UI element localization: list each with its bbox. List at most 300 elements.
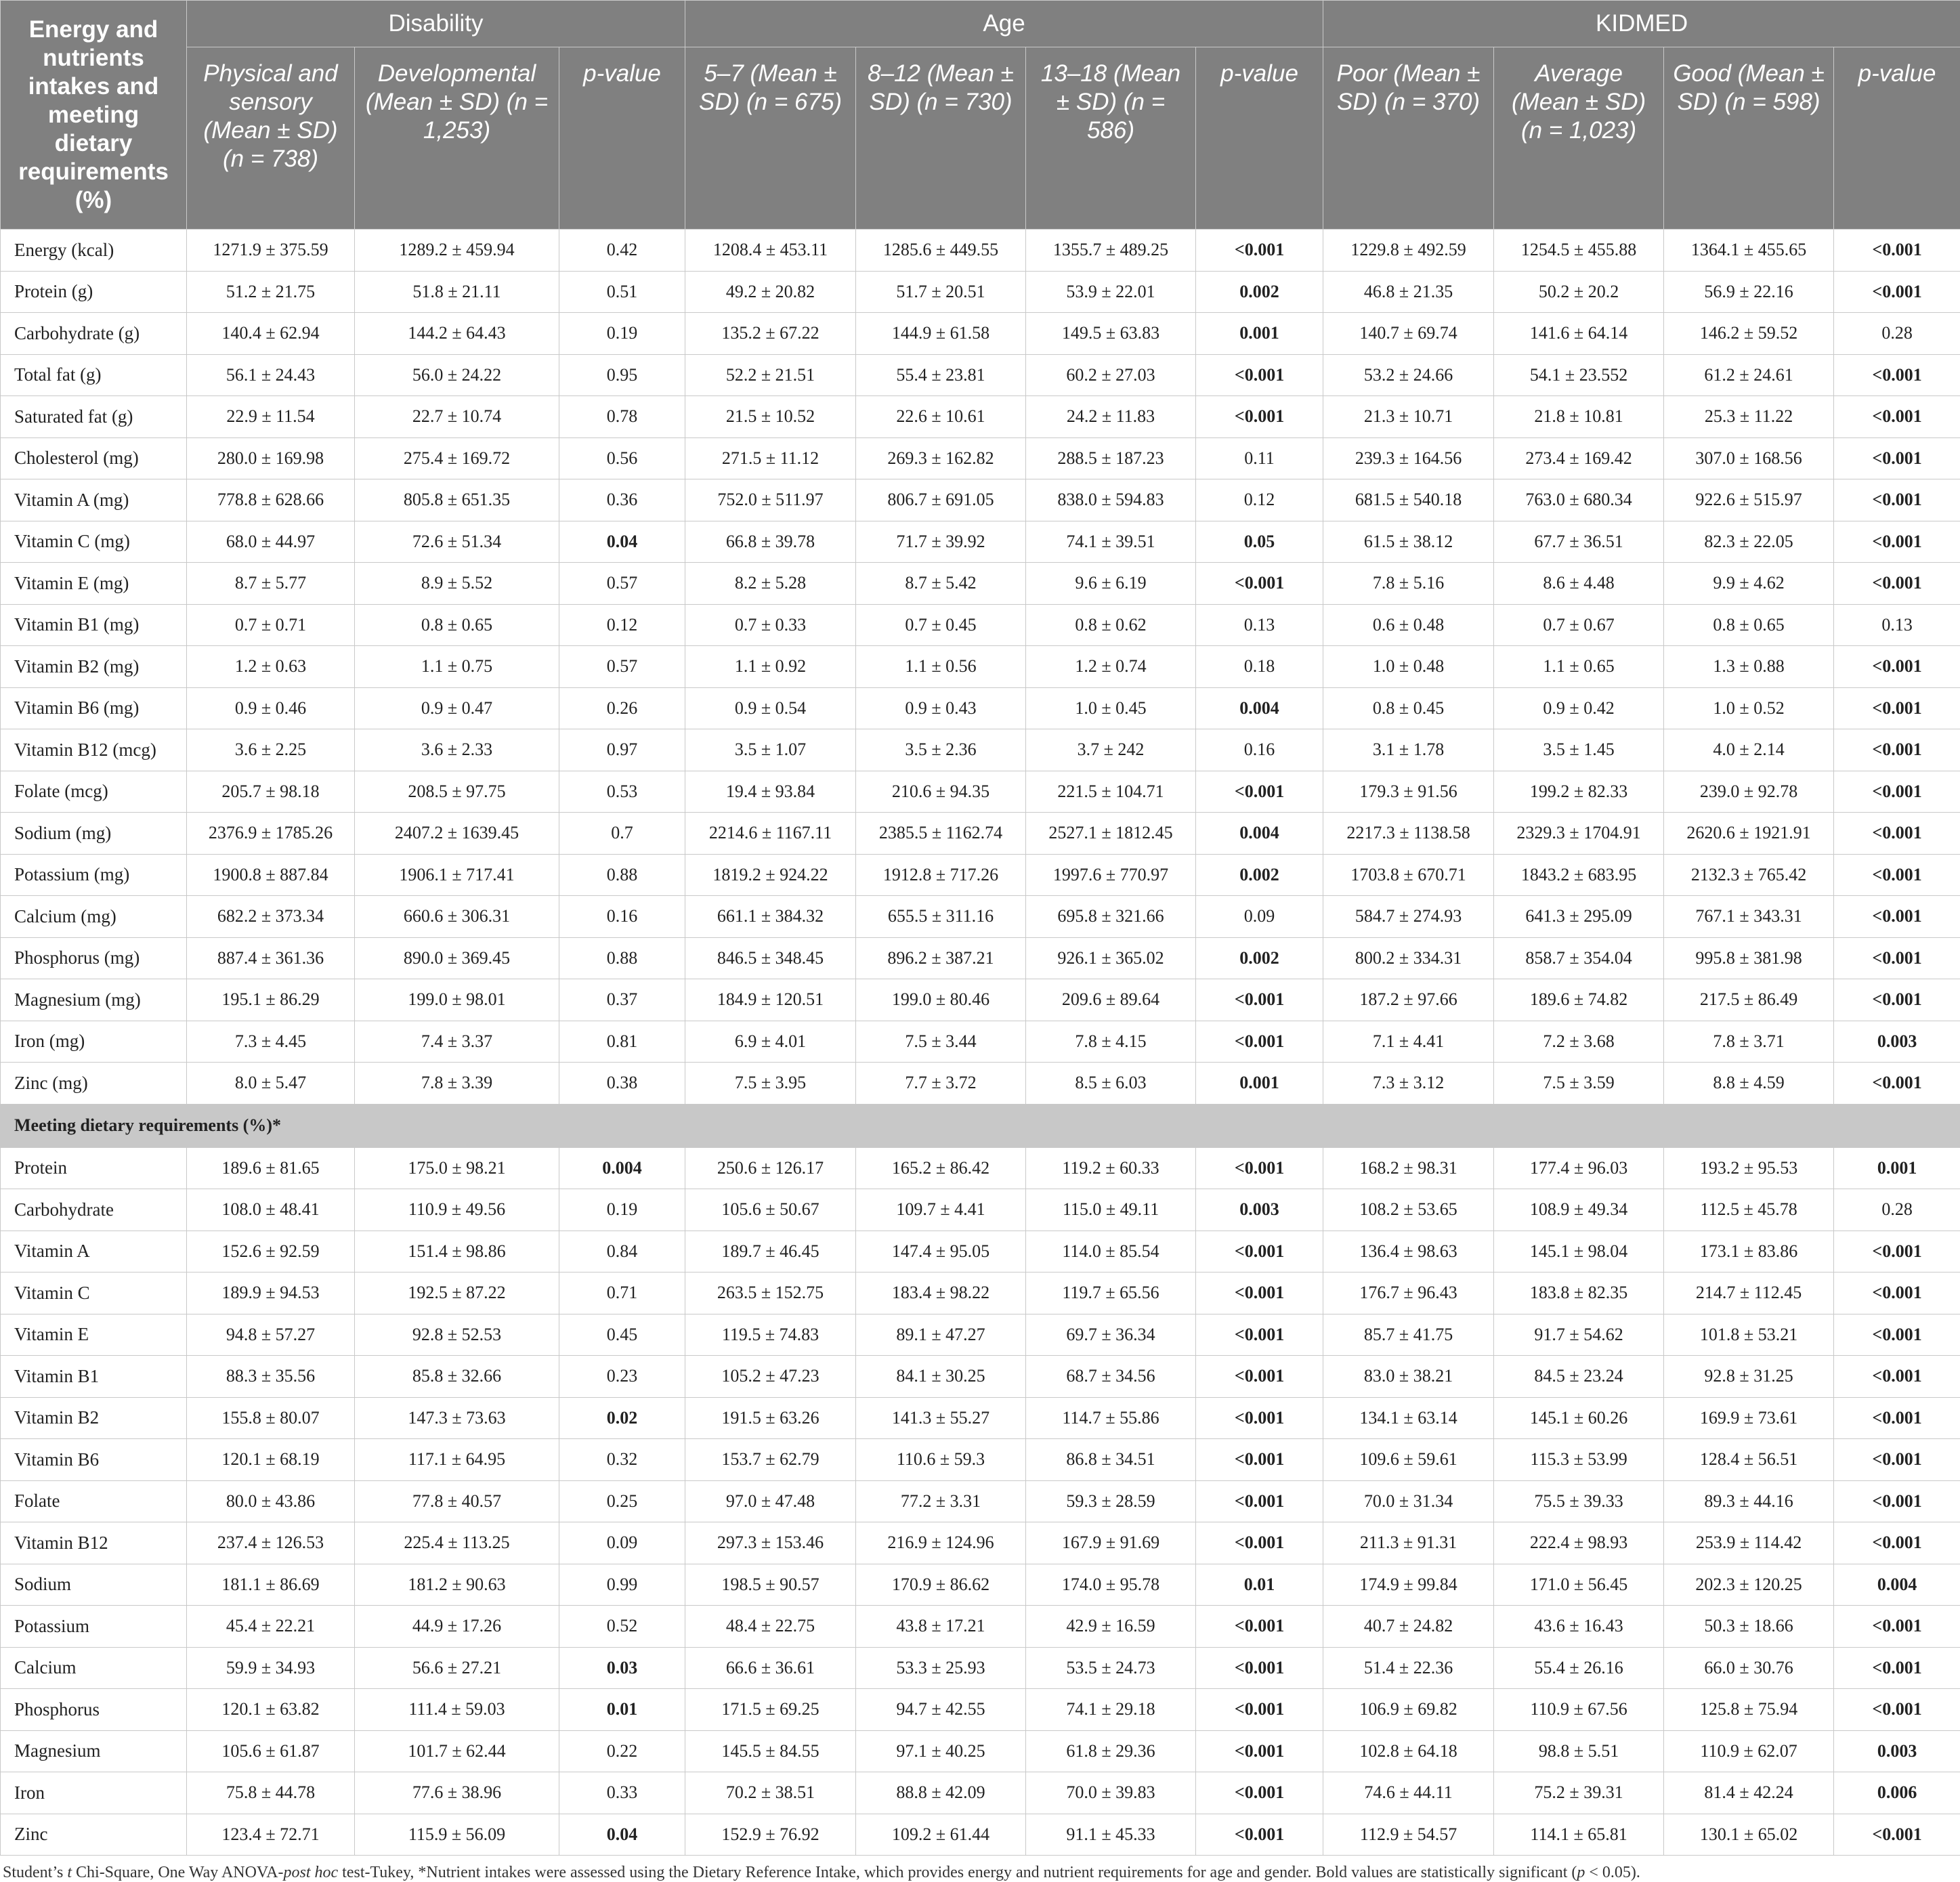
intake-cell: 7.4 ± 3.37 [355, 1021, 559, 1063]
requirement-cell: 88.3 ± 35.56 [187, 1356, 355, 1398]
intake-cell: <0.001 [1834, 521, 1960, 563]
intake-cell: 61.5 ± 38.12 [1323, 521, 1494, 563]
col-header-kidmed-good: Good (Mean ± SD) (n = 598) [1664, 47, 1834, 230]
requirement-cell: <0.001 [1834, 1647, 1960, 1689]
requirement-cell: 81.4 ± 42.24 [1664, 1772, 1834, 1814]
row-label: Vitamin A [1, 1231, 187, 1273]
requirement-cell: 165.2 ± 86.42 [856, 1147, 1026, 1189]
requirement-cell: 102.8 ± 64.18 [1323, 1730, 1494, 1772]
intake-cell: 2132.3 ± 765.42 [1664, 854, 1834, 896]
intake-cell: 280.0 ± 169.98 [187, 437, 355, 479]
intake-cell: 1.1 ± 0.56 [856, 646, 1026, 688]
intake-cell: 195.1 ± 86.29 [187, 979, 355, 1021]
requirement-cell: 174.0 ± 95.78 [1026, 1564, 1196, 1606]
row-label: Vitamin B6 [1, 1439, 187, 1481]
intake-cell: 0.88 [559, 854, 685, 896]
intake-cell: 3.5 ± 1.07 [685, 729, 856, 771]
requirement-cell: 0.45 [559, 1314, 685, 1356]
intake-cell: 0.51 [559, 271, 685, 313]
requirement-cell: 0.03 [559, 1647, 685, 1689]
intake-cell: 0.88 [559, 937, 685, 979]
requirement-cell: 55.4 ± 26.16 [1494, 1647, 1664, 1689]
intake-cell: 19.4 ± 93.84 [685, 771, 856, 813]
intake-cell: 209.6 ± 89.64 [1026, 979, 1196, 1021]
requirement-cell: <0.001 [1196, 1231, 1323, 1273]
requirement-cell: 152.6 ± 92.59 [187, 1231, 355, 1273]
requirement-cell: 130.1 ± 65.02 [1664, 1814, 1834, 1856]
table-row [1, 437, 1960, 479]
col-header-age-pvalue: p-value [1196, 47, 1323, 230]
requirement-cell: 173.1 ± 83.86 [1664, 1231, 1834, 1273]
intake-cell: 55.4 ± 23.81 [856, 354, 1026, 396]
requirement-cell: 0.84 [559, 1231, 685, 1273]
intake-cell: 7.7 ± 3.72 [856, 1063, 1026, 1105]
requirement-cell: 114.7 ± 55.86 [1026, 1397, 1196, 1439]
intake-cell: 8.6 ± 4.48 [1494, 563, 1664, 605]
requirement-cell: 108.2 ± 53.65 [1323, 1189, 1494, 1231]
requirement-cell: 237.4 ± 126.53 [187, 1522, 355, 1564]
intake-cell: 1.0 ± 0.45 [1026, 687, 1196, 729]
row-label: Vitamin C [1, 1273, 187, 1314]
table-row [1, 813, 1960, 855]
intake-cell: <0.001 [1834, 396, 1960, 438]
requirement-cell: 115.3 ± 53.99 [1494, 1439, 1664, 1481]
requirement-cell: 115.9 ± 56.09 [355, 1814, 559, 1856]
group-header-age: Age [685, 1, 1323, 47]
requirement-cell: 189.9 ± 94.53 [187, 1273, 355, 1314]
intake-cell: 2329.3 ± 1704.91 [1494, 813, 1664, 855]
requirement-cell: 48.4 ± 22.75 [685, 1606, 856, 1648]
requirement-cell: 263.5 ± 152.75 [685, 1273, 856, 1314]
requirement-cell: 0.23 [559, 1356, 685, 1398]
requirement-cell: <0.001 [1834, 1480, 1960, 1522]
intake-cell: 22.7 ± 10.74 [355, 396, 559, 438]
intake-cell: 0.12 [559, 604, 685, 646]
requirement-cell: 91.1 ± 45.33 [1026, 1814, 1196, 1856]
requirement-cell: 0.52 [559, 1606, 685, 1648]
intake-cell: 140.4 ± 62.94 [187, 313, 355, 355]
requirement-cell: 0.25 [559, 1480, 685, 1522]
intake-cell: <0.001 [1834, 979, 1960, 1021]
intake-cell: 61.2 ± 24.61 [1664, 354, 1834, 396]
requirement-cell: 83.0 ± 38.21 [1323, 1356, 1494, 1398]
table-row [1, 771, 1960, 813]
intake-cell: 8.7 ± 5.77 [187, 563, 355, 605]
intake-cell: 0.002 [1196, 937, 1323, 979]
requirement-cell: 109.2 ± 61.44 [856, 1814, 1026, 1856]
requirement-cell: <0.001 [1834, 1689, 1960, 1731]
requirement-cell: 167.9 ± 91.69 [1026, 1522, 1196, 1564]
requirement-cell: <0.001 [1196, 1689, 1323, 1731]
intake-cell: 239.3 ± 164.56 [1323, 437, 1494, 479]
intake-cell: 21.3 ± 10.71 [1323, 396, 1494, 438]
requirement-cell: 145.1 ± 60.26 [1494, 1397, 1664, 1439]
requirement-cell: 84.5 ± 23.24 [1494, 1356, 1664, 1398]
intake-cell: <0.001 [1834, 813, 1960, 855]
col-header-developmental: Developmental (Mean ± SD) (n = 1,253) [355, 47, 559, 230]
intake-cell: 7.8 ± 3.39 [355, 1063, 559, 1105]
intake-cell: 681.5 ± 540.18 [1323, 479, 1494, 521]
requirement-cell: 250.6 ± 126.17 [685, 1147, 856, 1189]
requirement-cell: 128.4 ± 56.51 [1664, 1439, 1834, 1481]
table-row [1, 937, 1960, 979]
requirement-cell: 0.28 [1834, 1189, 1960, 1231]
table-row [1, 1189, 1960, 1231]
requirement-cell: 0.004 [1834, 1564, 1960, 1606]
intake-cell: 1843.2 ± 683.95 [1494, 854, 1664, 896]
requirement-cell: 75.5 ± 39.33 [1494, 1480, 1664, 1522]
intake-cell: 307.0 ± 168.56 [1664, 437, 1834, 479]
intake-cell: 0.001 [1196, 313, 1323, 355]
requirement-cell: 68.7 ± 34.56 [1026, 1356, 1196, 1398]
intake-cell: 3.6 ± 2.25 [187, 729, 355, 771]
intake-cell: 0.12 [1196, 479, 1323, 521]
requirement-cell: 0.02 [559, 1397, 685, 1439]
intake-cell: 0.16 [559, 896, 685, 938]
intake-cell: <0.001 [1834, 729, 1960, 771]
requirement-cell: 115.0 ± 49.11 [1026, 1189, 1196, 1231]
row-label: Magnesium (mg) [1, 979, 187, 1021]
intake-cell: 655.5 ± 311.16 [856, 896, 1026, 938]
intake-cell: 8.2 ± 5.28 [685, 563, 856, 605]
intake-cell: 0.8 ± 0.65 [355, 604, 559, 646]
intake-cell: 288.5 ± 187.23 [1026, 437, 1196, 479]
intake-cell: 1.1 ± 0.92 [685, 646, 856, 688]
requirement-cell: 53.5 ± 24.73 [1026, 1647, 1196, 1689]
requirement-cell: 43.6 ± 16.43 [1494, 1606, 1664, 1648]
requirement-cell: <0.001 [1834, 1606, 1960, 1648]
row-label: Iron (mg) [1, 1021, 187, 1063]
intake-cell: 7.3 ± 3.12 [1323, 1063, 1494, 1105]
intake-cell: 3.7 ± 242 [1026, 729, 1196, 771]
requirement-cell: 168.2 ± 98.31 [1323, 1147, 1494, 1189]
intake-cell: 0.19 [559, 313, 685, 355]
requirement-cell: 42.9 ± 16.59 [1026, 1606, 1196, 1648]
intake-cell: 208.5 ± 97.75 [355, 771, 559, 813]
intake-cell: <0.001 [1196, 1021, 1323, 1063]
requirement-cell: 0.04 [559, 1814, 685, 1856]
intake-cell: <0.001 [1196, 563, 1323, 605]
intake-cell: 0.11 [1196, 437, 1323, 479]
intake-cell: 0.95 [559, 354, 685, 396]
intake-cell: 2214.6 ± 1167.11 [685, 813, 856, 855]
requirement-cell: 145.1 ± 98.04 [1494, 1231, 1664, 1273]
requirement-cell: 297.3 ± 153.46 [685, 1522, 856, 1564]
table-row [1, 1147, 1960, 1189]
col-header-kidmed-pvalue: p-value [1834, 47, 1960, 230]
table-row [1, 729, 1960, 771]
requirement-cell: 171.5 ± 69.25 [685, 1689, 856, 1731]
intake-cell: 199.0 ± 98.01 [355, 979, 559, 1021]
intake-cell: 846.5 ± 348.45 [685, 937, 856, 979]
requirement-cell: 0.003 [1834, 1730, 1960, 1772]
intake-cell: 660.6 ± 306.31 [355, 896, 559, 938]
requirement-cell: 84.1 ± 30.25 [856, 1356, 1026, 1398]
intake-cell: 217.5 ± 86.49 [1664, 979, 1834, 1021]
requirement-cell: 216.9 ± 124.96 [856, 1522, 1026, 1564]
requirement-cell: <0.001 [1196, 1730, 1323, 1772]
row-label: Vitamin B1 (mg) [1, 604, 187, 646]
intake-cell: 1703.8 ± 670.71 [1323, 854, 1494, 896]
requirement-cell: 134.1 ± 63.14 [1323, 1397, 1494, 1439]
table-row [1, 646, 1960, 688]
intake-cell: 66.8 ± 39.78 [685, 521, 856, 563]
intake-cell: 890.0 ± 369.45 [355, 937, 559, 979]
requirement-cell: 92.8 ± 31.25 [1664, 1356, 1834, 1398]
requirement-cell: <0.001 [1196, 1480, 1323, 1522]
requirement-cell: 77.8 ± 40.57 [355, 1480, 559, 1522]
intake-cell: 0.9 ± 0.43 [856, 687, 1026, 729]
requirement-cell: 119.7 ± 65.56 [1026, 1273, 1196, 1314]
table-row [1, 563, 1960, 605]
table-row [1, 1480, 1960, 1522]
requirement-cell: 105.2 ± 47.23 [685, 1356, 856, 1398]
requirement-cell: 66.0 ± 30.76 [1664, 1647, 1834, 1689]
intake-cell: 51.7 ± 20.51 [856, 271, 1026, 313]
intake-cell: 53.9 ± 22.01 [1026, 271, 1196, 313]
requirement-cell: 0.01 [559, 1689, 685, 1731]
intake-cell: 8.0 ± 5.47 [187, 1063, 355, 1105]
intake-cell: 199.2 ± 82.33 [1494, 771, 1664, 813]
intake-cell: 53.2 ± 24.66 [1323, 354, 1494, 396]
row-label: Sodium [1, 1564, 187, 1606]
intake-cell: 67.7 ± 36.51 [1494, 521, 1664, 563]
requirement-cell: 45.4 ± 22.21 [187, 1606, 355, 1648]
intake-cell: 0.97 [559, 729, 685, 771]
requirement-cell: 0.71 [559, 1273, 685, 1314]
table-row [1, 271, 1960, 313]
table-row [1, 1522, 1960, 1564]
intake-cell: 3.1 ± 1.78 [1323, 729, 1494, 771]
intake-cell: 205.7 ± 98.18 [187, 771, 355, 813]
requirement-cell: <0.001 [1196, 1606, 1323, 1648]
intake-cell: 22.9 ± 11.54 [187, 396, 355, 438]
requirement-cell: 70.0 ± 31.34 [1323, 1480, 1494, 1522]
intake-cell: 0.8 ± 0.65 [1664, 604, 1834, 646]
requirement-cell: 101.7 ± 62.44 [355, 1730, 559, 1772]
intake-cell: 1364.1 ± 455.65 [1664, 230, 1834, 272]
intake-cell: 896.2 ± 387.21 [856, 937, 1026, 979]
table-row [1, 1772, 1960, 1814]
intake-cell: 7.3 ± 4.45 [187, 1021, 355, 1063]
intake-cell: 184.9 ± 120.51 [685, 979, 856, 1021]
intake-cell: 1254.5 ± 455.88 [1494, 230, 1664, 272]
requirement-cell: 88.8 ± 42.09 [856, 1772, 1026, 1814]
intake-cell: 21.5 ± 10.52 [685, 396, 856, 438]
table-row [1, 896, 1960, 938]
requirement-cell: 0.33 [559, 1772, 685, 1814]
requirement-cell: 97.1 ± 40.25 [856, 1730, 1026, 1772]
group-header-disability: Disability [187, 1, 685, 47]
table-row [1, 1814, 1960, 1856]
requirement-cell: 147.4 ± 95.05 [856, 1231, 1026, 1273]
requirement-cell: 222.4 ± 98.93 [1494, 1522, 1664, 1564]
table-row [1, 1273, 1960, 1314]
requirement-cell: 0.99 [559, 1564, 685, 1606]
row-label: Folate [1, 1480, 187, 1522]
intake-cell: 7.5 ± 3.95 [685, 1063, 856, 1105]
intake-cell: <0.001 [1834, 230, 1960, 272]
intake-cell: 1.1 ± 0.75 [355, 646, 559, 688]
requirement-cell: 92.8 ± 52.53 [355, 1314, 559, 1356]
intake-cell: 6.9 ± 4.01 [685, 1021, 856, 1063]
requirement-cell: 85.7 ± 41.75 [1323, 1314, 1494, 1356]
requirement-cell: 74.1 ± 29.18 [1026, 1689, 1196, 1731]
table-row [1, 479, 1960, 521]
intake-cell: 0.7 ± 0.33 [685, 604, 856, 646]
row-label: Potassium (mg) [1, 854, 187, 896]
intake-cell: 8.8 ± 4.59 [1664, 1063, 1834, 1105]
intake-cell: 0.9 ± 0.54 [685, 687, 856, 729]
requirement-cell: 43.8 ± 17.21 [856, 1606, 1026, 1648]
intake-cell: 0.002 [1196, 271, 1323, 313]
requirement-cell: 136.4 ± 98.63 [1323, 1231, 1494, 1273]
table-row [1, 396, 1960, 438]
table-row [1, 230, 1960, 272]
requirement-cell: 74.6 ± 44.11 [1323, 1772, 1494, 1814]
requirement-cell: 141.3 ± 55.27 [856, 1397, 1026, 1439]
requirement-cell: 77.2 ± 3.31 [856, 1480, 1026, 1522]
requirement-cell: 189.6 ± 81.65 [187, 1147, 355, 1189]
requirement-cell: <0.001 [1834, 1356, 1960, 1398]
intake-cell: 0.38 [559, 1063, 685, 1105]
requirement-cell: 171.0 ± 56.45 [1494, 1564, 1664, 1606]
intake-cell: 0.05 [1196, 521, 1323, 563]
intake-cell: 275.4 ± 169.72 [355, 437, 559, 479]
row-label: Vitamin B1 [1, 1356, 187, 1398]
requirement-cell: 145.5 ± 84.55 [685, 1730, 856, 1772]
requirement-cell: 152.9 ± 76.92 [685, 1814, 856, 1856]
section-row [1, 1104, 1960, 1147]
requirement-cell: <0.001 [1834, 1397, 1960, 1439]
requirement-cell: 193.2 ± 95.53 [1664, 1147, 1834, 1189]
row-label: Vitamin B12 [1, 1522, 187, 1564]
intake-cell: 187.2 ± 97.66 [1323, 979, 1494, 1021]
intake-cell: 800.2 ± 334.31 [1323, 937, 1494, 979]
requirement-cell: 175.0 ± 98.21 [355, 1147, 559, 1189]
requirement-cell: 85.8 ± 32.66 [355, 1356, 559, 1398]
intake-cell: 146.2 ± 59.52 [1664, 313, 1834, 355]
row-label: Phosphorus [1, 1689, 187, 1731]
intake-cell: 7.8 ± 5.16 [1323, 563, 1494, 605]
intake-cell: <0.001 [1834, 937, 1960, 979]
requirement-cell: 176.7 ± 96.43 [1323, 1273, 1494, 1314]
intake-cell: <0.001 [1834, 771, 1960, 813]
intake-cell: 1271.9 ± 375.59 [187, 230, 355, 272]
intake-cell: 179.3 ± 91.56 [1323, 771, 1494, 813]
intake-cell: 0.7 [559, 813, 685, 855]
intake-cell: 56.0 ± 24.22 [355, 354, 559, 396]
intake-cell: 584.7 ± 274.93 [1323, 896, 1494, 938]
col-header-kidmed-poor: Poor (Mean ± SD) (n = 370) [1323, 47, 1494, 230]
intake-cell: 25.3 ± 11.22 [1664, 396, 1834, 438]
requirement-cell: 59.9 ± 34.93 [187, 1647, 355, 1689]
requirement-cell: 0.09 [559, 1522, 685, 1564]
row-label: Total fat (g) [1, 354, 187, 396]
intake-cell: 141.6 ± 64.14 [1494, 313, 1664, 355]
row-label: Calcium [1, 1647, 187, 1689]
intake-cell: 1229.8 ± 492.59 [1323, 230, 1494, 272]
requirement-cell: <0.001 [1196, 1273, 1323, 1314]
col-header-kidmed-average: Average (Mean ± SD) (n = 1,023) [1494, 47, 1664, 230]
intake-cell: 661.1 ± 384.32 [685, 896, 856, 938]
table-row [1, 1397, 1960, 1439]
intake-cell: 1285.6 ± 449.55 [856, 230, 1026, 272]
intake-cell: 7.8 ± 4.15 [1026, 1021, 1196, 1063]
requirement-cell: <0.001 [1196, 1814, 1323, 1856]
row-label: Vitamin A (mg) [1, 479, 187, 521]
intake-cell: 82.3 ± 22.05 [1664, 521, 1834, 563]
requirement-cell: 211.3 ± 91.31 [1323, 1522, 1494, 1564]
intake-cell: 0.53 [559, 771, 685, 813]
requirement-cell: 66.6 ± 36.61 [685, 1647, 856, 1689]
requirement-cell: 108.0 ± 48.41 [187, 1189, 355, 1231]
intake-cell: <0.001 [1834, 646, 1960, 688]
requirement-cell: 169.9 ± 73.61 [1664, 1397, 1834, 1439]
requirement-cell: <0.001 [1196, 1439, 1323, 1481]
requirement-cell: 70.0 ± 39.83 [1026, 1772, 1196, 1814]
intake-cell: 149.5 ± 63.83 [1026, 313, 1196, 355]
requirement-cell: 70.2 ± 38.51 [685, 1772, 856, 1814]
requirement-cell: 110.9 ± 49.56 [355, 1189, 559, 1231]
intake-cell: 805.8 ± 651.35 [355, 479, 559, 521]
intake-cell: 763.0 ± 680.34 [1494, 479, 1664, 521]
requirement-cell: <0.001 [1196, 1647, 1323, 1689]
intake-cell: 2217.3 ± 1138.58 [1323, 813, 1494, 855]
intake-cell: 210.6 ± 94.35 [856, 771, 1026, 813]
intake-cell: 0.57 [559, 563, 685, 605]
requirement-cell: 44.9 ± 17.26 [355, 1606, 559, 1648]
requirement-cell: 192.5 ± 87.22 [355, 1273, 559, 1314]
requirement-cell: <0.001 [1196, 1522, 1323, 1564]
intake-cell: 0.004 [1196, 687, 1323, 729]
requirement-cell: 110.6 ± 59.3 [856, 1439, 1026, 1481]
requirement-cell: 56.6 ± 27.21 [355, 1647, 559, 1689]
intake-cell: 1.2 ± 0.63 [187, 646, 355, 688]
group-header-kidmed: KIDMED [1323, 1, 1960, 47]
intake-cell: 922.6 ± 515.97 [1664, 479, 1834, 521]
row-label: Zinc (mg) [1, 1063, 187, 1105]
requirement-cell: 0.01 [1196, 1564, 1323, 1606]
intake-cell: 0.7 ± 0.67 [1494, 604, 1664, 646]
intake-cell: 2527.1 ± 1812.45 [1026, 813, 1196, 855]
table-row [1, 687, 1960, 729]
intake-cell: 767.1 ± 343.31 [1664, 896, 1834, 938]
intake-cell: <0.001 [1196, 354, 1323, 396]
requirement-cell: 174.9 ± 99.84 [1323, 1564, 1494, 1606]
intake-cell: 0.13 [1196, 604, 1323, 646]
requirement-cell: 75.8 ± 44.78 [187, 1772, 355, 1814]
intake-cell: 9.6 ± 6.19 [1026, 563, 1196, 605]
requirement-cell: <0.001 [1196, 1772, 1323, 1814]
intake-cell: <0.001 [1834, 479, 1960, 521]
requirement-cell: 117.1 ± 64.95 [355, 1439, 559, 1481]
intake-cell: 778.8 ± 628.66 [187, 479, 355, 521]
requirement-cell: 214.7 ± 112.45 [1664, 1273, 1834, 1314]
requirement-cell: 86.8 ± 34.51 [1026, 1439, 1196, 1481]
intake-cell: 0.16 [1196, 729, 1323, 771]
intake-cell: 0.001 [1196, 1063, 1323, 1105]
row-label: Cholesterol (mg) [1, 437, 187, 479]
row-label: Energy (kcal) [1, 230, 187, 272]
requirement-cell: 151.4 ± 98.86 [355, 1231, 559, 1273]
row-label: Protein (g) [1, 271, 187, 313]
intake-cell: 1.0 ± 0.48 [1323, 646, 1494, 688]
intake-cell: 51.2 ± 21.75 [187, 271, 355, 313]
requirement-cell: 112.9 ± 54.57 [1323, 1814, 1494, 1856]
intake-cell: 1.1 ± 0.65 [1494, 646, 1664, 688]
table-row [1, 1314, 1960, 1356]
